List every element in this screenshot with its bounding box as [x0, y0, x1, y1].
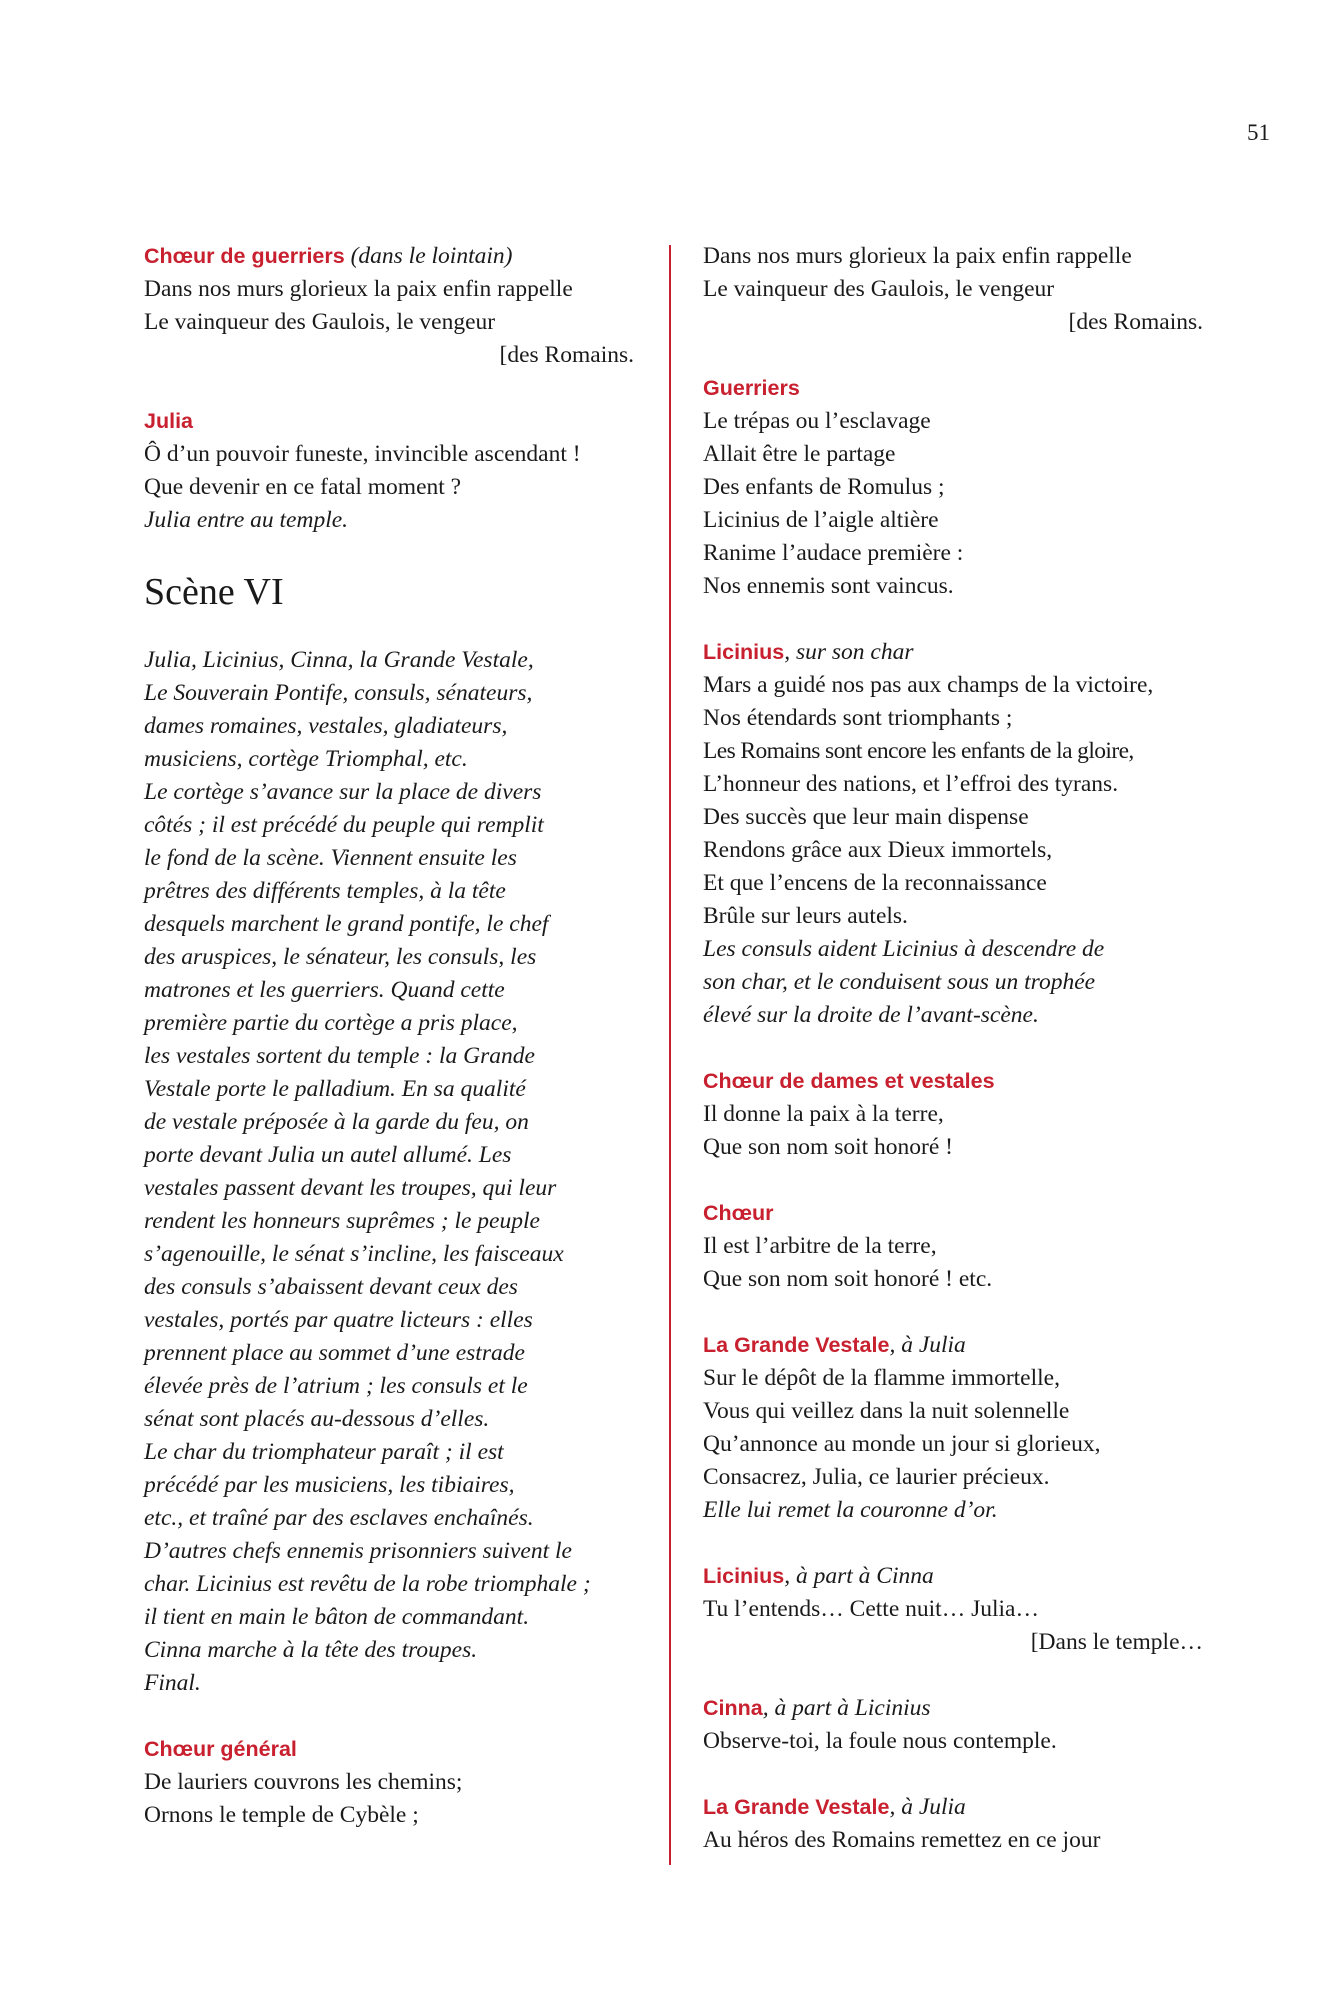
speaker-line — [703, 1560, 1203, 1593]
verse-line: L’honneur des nations, et l’effroi des tyrans. — [703, 771, 1119, 797]
block-grande-vestale-2 — [703, 1791, 1203, 1857]
speaker-line — [144, 240, 634, 273]
stage-line: Le cortège s’avance sur la place de divers — [144, 779, 542, 805]
speaker-line — [703, 1791, 1203, 1824]
verse-line: Les Romains sont encore les enfants de la gloire, — [703, 738, 1134, 764]
verse-line: Il est l’arbitre de la terre, — [703, 1233, 937, 1259]
stage-line: élevée près de l’atrium ; les consuls et le — [144, 1373, 528, 1399]
stage-line: les vestales sortent du temple : la Grande — [144, 1043, 535, 1069]
block-cinna — [703, 1692, 1203, 1758]
stage-direction: , à Julia — [889, 1332, 966, 1358]
speaker-name: La Grande Vestale — [703, 1333, 890, 1357]
verse-line: Le vainqueur des Gaulois, le vengeur — [703, 276, 1055, 302]
stage-line: première partie du cortège a pris place, — [144, 1010, 518, 1036]
speaker-line — [703, 1329, 1203, 1362]
stage-line: il tient en main le bâton de commandant. — [144, 1604, 530, 1630]
speaker-name: Chœur de guerriers — [144, 244, 345, 268]
stage-direction: Elle lui remet la couronne d’or. — [703, 1497, 998, 1523]
stage-direction: , à Julia — [889, 1794, 966, 1820]
verse-line: Allait être le partage — [703, 441, 896, 467]
verse-line: De lauriers couvrons les chemins; — [144, 1769, 463, 1795]
stage-line: rendent les honneurs suprêmes ; le peuple — [144, 1208, 540, 1234]
stage-line: côtés ; il est précédé du peuple qui remplit — [144, 812, 544, 838]
block-choeur-dames — [703, 1065, 1203, 1164]
block-licinius-aside — [703, 1560, 1203, 1659]
stage-direction: (dans le lointain) — [344, 243, 513, 269]
block-continuation — [703, 240, 1203, 339]
stage-line: dames romaines, vestales, gladiateurs, — [144, 713, 508, 739]
verse-line: Ô d’un pouvoir funeste, invincible ascendant ! — [144, 441, 581, 467]
verse-line: Ornons le temple de Cybèle ; — [144, 1802, 419, 1828]
block-guerriers — [703, 372, 1203, 603]
verse-line: Consacrez, Julia, ce laurier précieux. — [703, 1464, 1050, 1490]
verse-line: Rendons grâce aux Dieux immortels, — [703, 837, 1053, 863]
speaker-line — [703, 1692, 1203, 1725]
block-grande-vestale — [703, 1329, 1203, 1527]
stage-line: Le char du triomphateur paraît ; il est — [144, 1439, 504, 1465]
verse-line: Que son nom soit honoré ! — [703, 1134, 953, 1160]
stage-line: des consuls s’abaissent devant ceux des — [144, 1274, 518, 1300]
verse-line: Des succès que leur main dispense — [703, 804, 1029, 830]
block-choeur-general — [144, 1733, 634, 1832]
verse-line: Dans nos murs glorieux la paix enfin rappelle — [144, 276, 573, 302]
verse-continuation: [des Romains. — [1068, 309, 1203, 335]
verse-line: Au héros des Romains remettez en ce jour — [703, 1827, 1101, 1853]
verse-line: Licinius de l’aigle altière — [703, 507, 939, 533]
stage-line: prennent place au sommet d’une estrade — [144, 1340, 525, 1366]
verse-line: Brûle sur leurs autels. — [703, 903, 908, 929]
stage-line: Les consuls aident Licinius à descendre de — [703, 936, 1105, 962]
stage-line: Le Souverain Pontife, consuls, sénateurs, — [144, 680, 533, 706]
stage-direction: , à part à Licinius — [762, 1695, 931, 1721]
speaker-name: Licinius — [703, 1564, 785, 1588]
page-number: 51 — [1247, 120, 1270, 145]
verse-line: Ranime l’audace première : — [703, 540, 964, 566]
stage-line: de vestale préposée à la garde du feu, on — [144, 1109, 529, 1135]
speaker-name: Licinius — [703, 640, 785, 664]
stage-line: vestales passent devant les troupes, qui leur — [144, 1175, 557, 1201]
stage-line: prêtres des différents temples, à la tête — [144, 878, 506, 904]
stage-line: son char, et le conduisent sous un trophée — [703, 969, 1096, 995]
stage-line: Cinna marche à la tête des troupes. — [144, 1637, 478, 1663]
verse-line: Que son nom soit honoré ! etc. — [703, 1266, 993, 1292]
speaker-line — [703, 636, 1203, 669]
stage-line: Final. — [144, 1670, 201, 1696]
stage-direction: , à part à Cinna — [784, 1563, 934, 1589]
verse-line: Des enfants de Romulus ; — [703, 474, 945, 500]
stage-line: etc., et traîné par des esclaves enchaînés. — [144, 1505, 534, 1531]
stage-line: porte devant Julia un autel allumé. Les — [144, 1142, 512, 1168]
scene-stage-directions — [144, 644, 634, 1700]
left-column — [144, 240, 634, 1832]
verse-line: Dans nos murs glorieux la paix enfin rappelle — [703, 243, 1132, 269]
stage-line: sénat sont placés au-dessous d’elles. — [144, 1406, 490, 1432]
stage-line: musiciens, cortège Triomphal, etc. — [144, 746, 468, 772]
verse-line: Et que l’encens de la reconnaissance — [703, 870, 1047, 896]
verse-line: Qu’annonce au monde un jour si glorieux, — [703, 1431, 1101, 1457]
stage-line: vestales, portés par quatre licteurs : elles — [144, 1307, 533, 1333]
verse-line: Nos étendards sont triomphants ; — [703, 705, 1013, 731]
stage-line: matrones et les guerriers. Quand cette — [144, 977, 505, 1003]
speaker-name: Cinna — [703, 1696, 763, 1720]
stage-line: Julia, Licinius, Cinna, la Grande Vestale, — [144, 647, 534, 673]
verse-line: Sur le dépôt de la flamme immortelle, — [703, 1365, 1060, 1391]
block-licinius — [703, 636, 1203, 1032]
verse-line: Le vainqueur des Gaulois, le vengeur — [144, 309, 496, 335]
speaker-name: Chœur général — [144, 1737, 297, 1761]
stage-direction: , sur son char — [784, 639, 914, 665]
block-choeur-guerriers — [144, 240, 634, 372]
stage-line: précédé par les musiciens, les tibiaires, — [144, 1472, 515, 1498]
column-divider — [669, 245, 671, 1865]
verse-line: Vous qui veillez dans la nuit solennelle — [703, 1398, 1070, 1424]
stage-line: desquels marchent le grand pontife, le chef — [144, 911, 549, 937]
verse-continuation: [des Romains. — [499, 342, 634, 368]
scene-title: Scène VI — [144, 571, 284, 613]
stage-line: le fond de la scène. Viennent ensuite les — [144, 845, 517, 871]
stage-line: D’autres chefs ennemis prisonniers suivent le — [144, 1538, 572, 1564]
block-choeur — [703, 1197, 1203, 1296]
speaker-name: La Grande Vestale — [703, 1795, 890, 1819]
stage-direction: Julia entre au temple. — [144, 507, 349, 533]
verse-line: Mars a guidé nos pas aux champs de la victoire, — [703, 672, 1154, 698]
stage-line: Vestale porte le palladium. En sa qualité — [144, 1076, 526, 1102]
stage-line: des aruspices, le sénateur, les consuls, les — [144, 944, 537, 970]
verse-line: Tu l’entends… Cette nuit… Julia… — [703, 1596, 1039, 1622]
verse-continuation: [Dans le temple… — [1030, 1629, 1203, 1655]
stage-line: s’agenouille, le sénat s’incline, les faisceaux — [144, 1241, 564, 1267]
speaker-name: Guerriers — [703, 376, 800, 400]
stage-line: élevé sur la droite de l’avant-scène. — [703, 1002, 1039, 1028]
verse-line: Nos ennemis sont vaincus. — [703, 573, 954, 599]
speaker-name: Chœur — [703, 1201, 774, 1225]
verse-line: Observe-toi, la foule nous contemple. — [703, 1728, 1057, 1754]
verse-line: Il donne la paix à la terre, — [703, 1101, 944, 1127]
right-column — [703, 240, 1203, 1857]
stage-line: char. Licinius est revêtu de la robe triomphale ; — [144, 1571, 591, 1597]
verse-line: Le trépas ou l’esclavage — [703, 408, 931, 434]
block-julia — [144, 405, 634, 537]
speaker-name: Chœur de dames et vestales — [703, 1069, 995, 1093]
speaker-name: Julia — [144, 409, 193, 433]
verse-line: Que devenir en ce fatal moment ? — [144, 474, 462, 500]
